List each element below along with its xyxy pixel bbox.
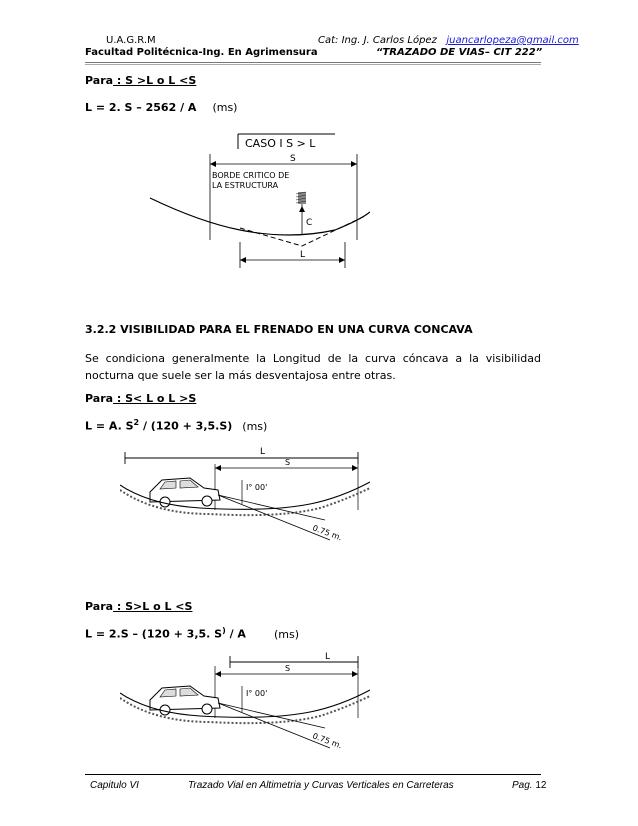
header-author bbox=[318, 35, 579, 46]
case2-formula-prefix: L = A. S bbox=[85, 419, 134, 433]
case1-c-label: C bbox=[306, 218, 313, 228]
case3-formula-sup: ) bbox=[222, 626, 226, 635]
section-heading: 3.2.2 VISIBILIDAD PARA EL FRENADO EN UNA CURVA CONCAVA bbox=[85, 323, 473, 336]
case1-para-label: Para bbox=[85, 74, 114, 87]
case3-height-label: 0.75 m. bbox=[311, 731, 344, 751]
case1-formula bbox=[85, 101, 237, 114]
footer-page-number: 12 bbox=[535, 780, 547, 791]
header-course: “TRAZADO DE VIAS– CIT 222” bbox=[376, 47, 543, 58]
case3-s-label: S bbox=[285, 664, 291, 673]
case3-formula-prefix: L = 2.S – (120 + 3,5. S bbox=[85, 627, 223, 641]
footer-title: Trazado Vial en Altimetria y Curvas Verticales en Carreteras bbox=[188, 780, 454, 791]
case3-para-label: Para bbox=[85, 600, 114, 613]
case2-formula-suffix: / (120 + 3,5.S) bbox=[139, 419, 233, 433]
case1-para-condition: : S >L o L <S bbox=[113, 74, 197, 87]
footer-page-label: Pag. bbox=[512, 780, 533, 791]
case1-l-label: L bbox=[300, 250, 306, 260]
case3-l-label: L bbox=[325, 652, 331, 662]
case3-angle-label: I° 00' bbox=[246, 689, 268, 698]
header-institution: U.A.G.R.M bbox=[106, 35, 156, 46]
case3-formula-suffix: / A bbox=[225, 627, 246, 641]
header-faculty: Facultad Politécnica-Ing. En Agrimensura bbox=[85, 47, 318, 58]
case2-l-label: L bbox=[260, 447, 266, 457]
case2-para-condition: : S< L o L >S bbox=[113, 392, 197, 405]
header-author-name: Cat: Ing. J. Carlos López bbox=[318, 35, 437, 46]
case1-condition bbox=[85, 74, 196, 87]
case1-formula-text: L = 2. S – 2562 / A bbox=[85, 101, 197, 114]
case1-figure bbox=[120, 130, 370, 288]
author-email-link[interactable]: juancarlopeza@gmail.com bbox=[446, 35, 579, 46]
case3-para-condition: : S>L o L <S bbox=[113, 600, 193, 613]
case2-height-label: 0.75 m. bbox=[311, 523, 344, 543]
case3-formula bbox=[85, 626, 299, 641]
footer-chapter: Capitulo VI bbox=[90, 780, 139, 791]
case2-figure bbox=[120, 440, 370, 558]
case2-condition bbox=[85, 392, 196, 405]
header-divider-2 bbox=[85, 64, 541, 65]
case2-s-label: S bbox=[285, 458, 291, 467]
footer-page bbox=[512, 780, 546, 791]
case3-condition bbox=[85, 600, 192, 613]
case2-formula-sup: 2 bbox=[133, 418, 140, 427]
case1-figure-title: CASO I S > L bbox=[245, 137, 316, 150]
section-paragraph: Se condiciona generalmente la Longitud de la curva cóncava a la visibilidad nocturna que suele ser la más desventajosa entre otras. bbox=[85, 352, 541, 382]
case1-unit: (ms) bbox=[212, 101, 238, 114]
case2-formula bbox=[85, 418, 267, 433]
case3-figure bbox=[120, 648, 370, 766]
footer-divider bbox=[85, 774, 541, 775]
case2-unit: (ms) bbox=[242, 419, 268, 433]
case2-angle-label: I° 00' bbox=[246, 483, 268, 492]
case1-s-label: S bbox=[290, 154, 296, 164]
case3-unit: (ms) bbox=[273, 627, 299, 641]
case2-para-label: Para bbox=[85, 392, 114, 405]
case1-edge-label-1: BORDE CRITICO DE bbox=[212, 171, 290, 180]
case1-edge-label-2: LA ESTRUCTURA bbox=[212, 181, 279, 190]
header-divider bbox=[85, 62, 541, 63]
